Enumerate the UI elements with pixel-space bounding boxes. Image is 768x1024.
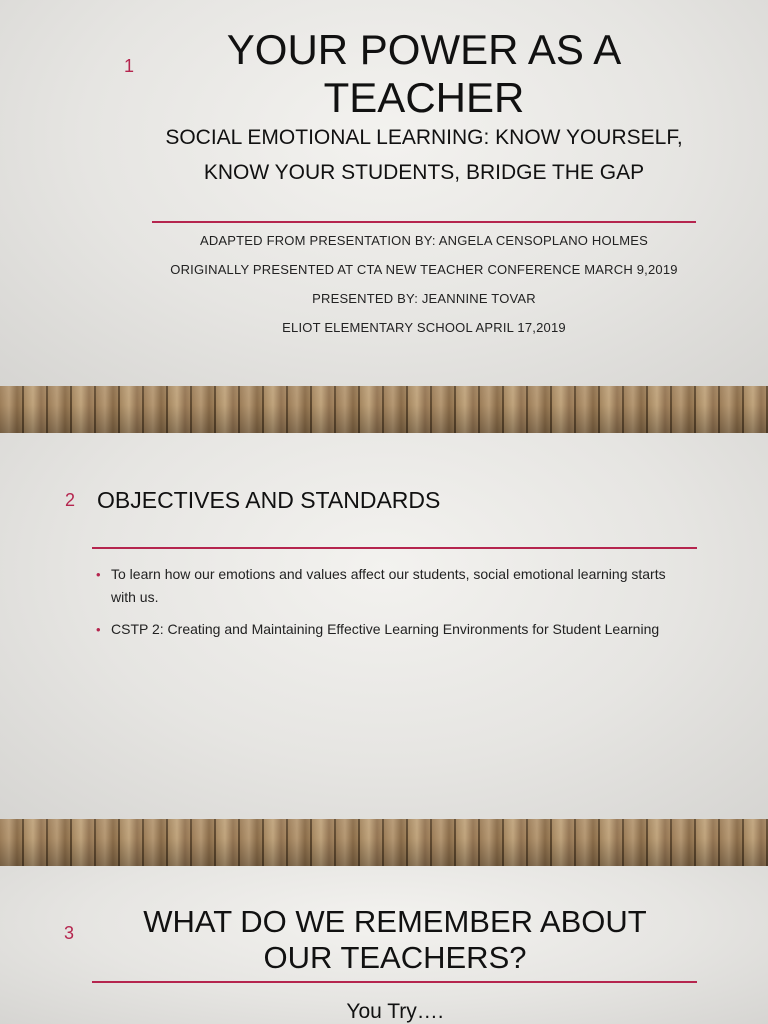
slide-subtitle: SOCIAL EMOTIONAL LEARNING: KNOW YOURSELF, KNOW YOUR STUDENTS, BRIDGE THE GAP: [165, 126, 683, 184]
slide-number: 2: [65, 490, 76, 510]
slide-2: [0, 433, 768, 819]
list-item: • To learn how our emotions and values affect our students, social emotional learning starts with us.: [96, 563, 686, 609]
list-item: • CSTP 2: Creating and Maintaining Effective Learning Environments for Student Learning: [96, 618, 686, 641]
slide-title: OBJECTIVES AND STANDARDS: [97, 487, 441, 513]
bullet-list: [96, 563, 686, 650]
wood-floor-band: [0, 819, 768, 866]
slide-number: 3: [64, 923, 75, 943]
slide-3: [0, 866, 768, 1024]
slide-1: [0, 0, 768, 386]
credit-line: ORIGINALLY PRESENTED AT CTA NEW TEACHER CONFERENCE MARCH 9,2019: [170, 262, 678, 277]
credit-line: ADAPTED FROM PRESENTATION BY: ANGELA CENSOPLANO HOLMES: [199, 233, 649, 248]
slide-title: YOUR POWER AS A TEACHER: [226, 26, 622, 121]
presenter-line: PRESENTED BY: JEANNINE TOVAR: [312, 291, 536, 306]
slide-title: WHAT DO WE REMEMBER ABOUT OUR TEACHERS?: [143, 904, 647, 975]
slide-body-text: You Try….: [346, 1000, 444, 1023]
divider-rule: [92, 981, 697, 983]
slide-number: 1: [124, 56, 135, 76]
school-date-line: ELIOT ELEMENTARY SCHOOL APRIL 17,2019: [282, 320, 566, 335]
divider-rule: [92, 547, 697, 549]
divider-rule: [152, 221, 696, 223]
wood-floor-band: [0, 386, 768, 433]
